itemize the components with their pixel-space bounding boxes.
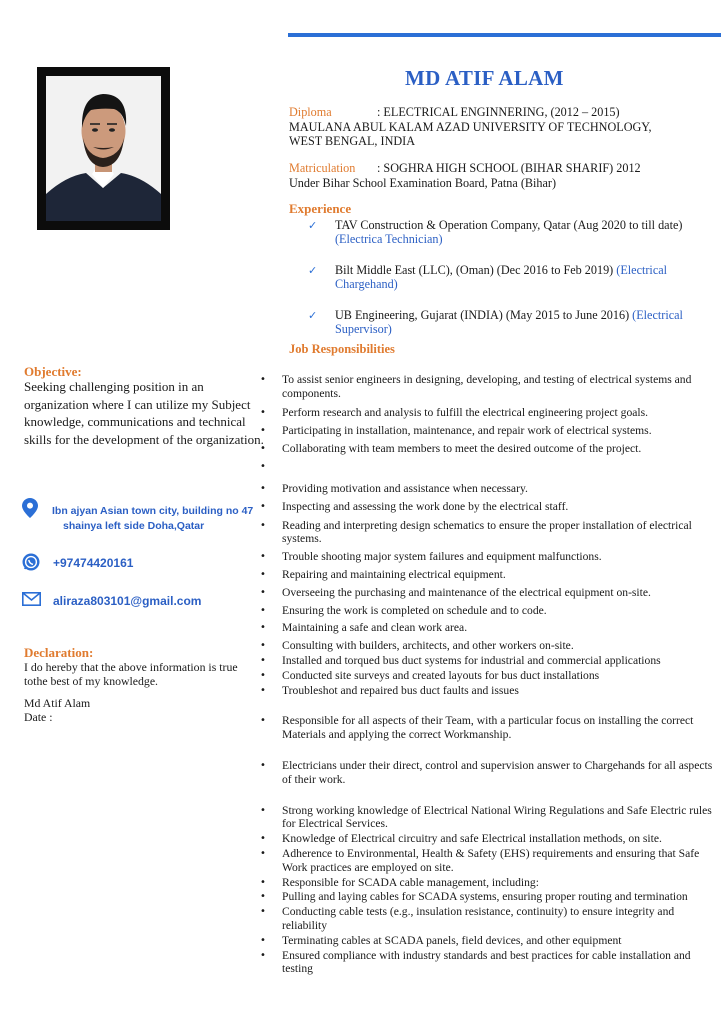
responsibility-item: • Inspecting and assessing the work done by the electrical staff. — [260, 499, 569, 513]
matriculation-board: Under Bihar School Examination Board, Patna (Bihar) — [289, 175, 557, 190]
responsibilities-list — [258, 373, 718, 976]
responsibility-item: • Troubleshot and repaired bus duct faults and issues — [260, 683, 519, 697]
check-icon: ✓ — [308, 309, 318, 322]
bullet-icon: • — [260, 500, 266, 512]
responsibility-item: • Ensured compliance with industry standards and best practices for cable installation and testing — [260, 948, 691, 976]
bullet-icon: • — [260, 640, 266, 652]
responsibility-item: • Terminating cables at SCADA panels, field devices, and other equipment — [260, 933, 622, 947]
matriculation-school: : SOGHRA HIGH SCHOOL (BIHAR SHARIF) 2012 — [377, 161, 641, 175]
responsibility-item: • Strong working knowledge of Electrical National Wiring Regulations and Safe Electric rules for Electrical Services. — [260, 803, 712, 831]
bullet-icon: • — [260, 568, 266, 580]
responsibility-item: • Ensuring the work is completed on schedule and to code. — [260, 603, 547, 617]
experience-item — [308, 308, 708, 336]
date-label: Date : — [24, 710, 53, 724]
bullet-icon: • — [260, 833, 266, 845]
responsibility-item: • Perform research and analysis to fulfill the electrical engineering project goals. — [260, 405, 649, 419]
responsibility-item: • Conducting cable tests (e.g., insulation resistance, continuity) to ensure integrity and reliability — [260, 905, 675, 932]
responsibility-item: • Trouble shooting major system failures and equipment malfunctions. — [260, 550, 602, 564]
experience-role: (Electrica Technician) — [335, 232, 443, 246]
responsibility-item: • Responsible for all aspects of their Team, with a particular focus on installing the correct Materials and applying the correct Workmanship. — [260, 714, 694, 742]
signature-name: Md Atif Alam — [24, 696, 91, 710]
bullet-icon: • — [260, 949, 266, 961]
education-diploma — [289, 105, 652, 149]
responsibility-item: • Installed and torqued bus duct systems for industrial and commercial applications — [260, 653, 661, 667]
bullet-icon: • — [260, 460, 266, 472]
experience-role: (Electrical Supervisor) — [335, 308, 683, 336]
bullet-icon: • — [260, 443, 266, 455]
profile-photo-frame — [37, 67, 170, 230]
experience-role: (Electrical Chargehand) — [335, 263, 668, 291]
email-address[interactable]: aliraza803101@gmail.com — [53, 594, 202, 608]
declaration-heading: Declaration: — [24, 645, 94, 660]
responsibility-item: • Collaborating with team members to meet the desired outcome of the project. — [260, 442, 642, 456]
responsibility-item: • Participating in installation, maintenance, and repair work of electrical systems. — [260, 424, 652, 438]
experience-text: UB Engineering, Gujarat (INDIA) (May 2015 to June 2016) — [335, 308, 630, 322]
diploma-location: WEST BENGAL, INDIA — [289, 134, 416, 148]
responsibility-item: • Adherence to Environmental, Health & Safety (EHS) requirements and ensuring that Safe Work practices are employed on site. — [260, 846, 700, 874]
bullet-icon: • — [260, 847, 266, 859]
matriculation-label: Matriculation — [289, 161, 356, 175]
bullet-icon: • — [260, 804, 266, 816]
responsibility-item: • Repairing and maintaining electrical equipment. — [260, 567, 506, 581]
responsibility-item: • To assist senior engineers in designing, developing, and testing of electrical systems and components. — [260, 373, 692, 400]
responsibility-item — [258, 460, 718, 474]
responsibility-item: • Maintaining a safe and clean work area. — [260, 621, 468, 635]
experience-list — [308, 218, 708, 336]
contact-email — [22, 592, 262, 612]
objective-text: Seeking challenging position in an organization where I can utilize my Subject knowledge, communications and technical skills for the development of the organization. — [24, 379, 264, 447]
responsibilities-heading: Job Responsibilities — [289, 342, 395, 356]
objective-heading: Objective: — [24, 364, 82, 379]
bullet-icon: • — [260, 604, 266, 616]
responsibility-item: • Knowledge of Electrical circuitry and safe Electrical installation methods, on site. — [260, 832, 662, 846]
contact-phone — [22, 553, 262, 573]
bullet-icon: • — [260, 551, 266, 563]
bullet-icon: • — [260, 406, 266, 418]
bullet-icon: • — [260, 586, 266, 598]
bullet-icon: • — [260, 891, 266, 903]
bullet-icon: • — [260, 906, 266, 918]
responsibility-item: • Consulting with builders, architects, and other workers on-site. — [260, 639, 574, 653]
education-matriculation — [289, 161, 641, 190]
contact-address — [22, 498, 262, 538]
bullet-icon: • — [260, 715, 266, 727]
experience-item — [308, 218, 708, 246]
responsibility-item: • Overseeing the purchasing and maintenance of the electrical equipment on-site. — [260, 585, 651, 599]
diploma-course: : ELECTRICAL ENGINNERING, (2012 – 2015) — [377, 105, 620, 119]
responsibility-item: • Reading and interpreting design schematics to ensure the proper installation of electrical systems. — [260, 518, 692, 546]
experience-text: TAV Construction & Operation Company, Qatar (Aug 2020 to till date) — [335, 218, 683, 232]
experience-text: Bilt Middle East (LLC), (Oman) (Dec 2016 to Feb 2019) — [335, 263, 614, 277]
responsibility-item: • Pulling and laying cables for SCADA systems, ensuring proper routing and termination — [260, 890, 688, 904]
top-accent-bar — [288, 33, 721, 37]
bullet-icon: • — [260, 654, 266, 666]
responsibility-item: • Electricians under their direct, control and supervision answer to Chargehands for all aspects of their work. — [260, 758, 713, 786]
bullet-icon: • — [260, 374, 266, 385]
phone-number[interactable]: +97474420161 — [53, 556, 134, 570]
address-line-1: Ibn ajyan Asian town city, building no 47 — [52, 505, 254, 517]
bullet-icon: • — [260, 622, 266, 634]
mail-icon — [22, 592, 41, 611]
check-icon: ✓ — [308, 219, 318, 232]
bullet-icon: • — [260, 519, 266, 531]
declaration-text: I do hereby that the above information is true tothe best of my knowledge. — [24, 660, 238, 688]
responsibility-item: • Responsible for SCADA cable management, including: — [260, 875, 539, 889]
bullet-icon: • — [260, 425, 266, 437]
whatsapp-icon — [22, 553, 40, 576]
diploma-label: Diploma — [289, 105, 332, 119]
responsibility-item: • Providing motivation and assistance when necessary. — [260, 481, 528, 495]
person-silhouette-icon — [46, 76, 161, 221]
bullet-icon: • — [260, 482, 266, 494]
bullet-icon: • — [260, 934, 266, 946]
experience-heading: Experience — [289, 201, 352, 216]
candidate-name: MD ATIF ALAM — [405, 66, 564, 90]
profile-photo — [46, 76, 161, 221]
bullet-icon: • — [260, 669, 266, 681]
experience-item — [308, 263, 708, 291]
address-line-2: shainya left side Doha,Qatar — [63, 520, 205, 532]
location-pin-icon — [22, 498, 38, 523]
responsibility-item: • Conducted site surveys and created layouts for bus duct installations — [260, 668, 600, 682]
diploma-university: MAULANA ABUL KALAM AZAD UNIVERSITY OF TECHNOLOGY, — [289, 119, 652, 134]
check-icon: ✓ — [308, 264, 318, 277]
bullet-icon: • — [260, 876, 266, 888]
bullet-icon: • — [260, 684, 266, 696]
bullet-icon: • — [260, 759, 266, 771]
